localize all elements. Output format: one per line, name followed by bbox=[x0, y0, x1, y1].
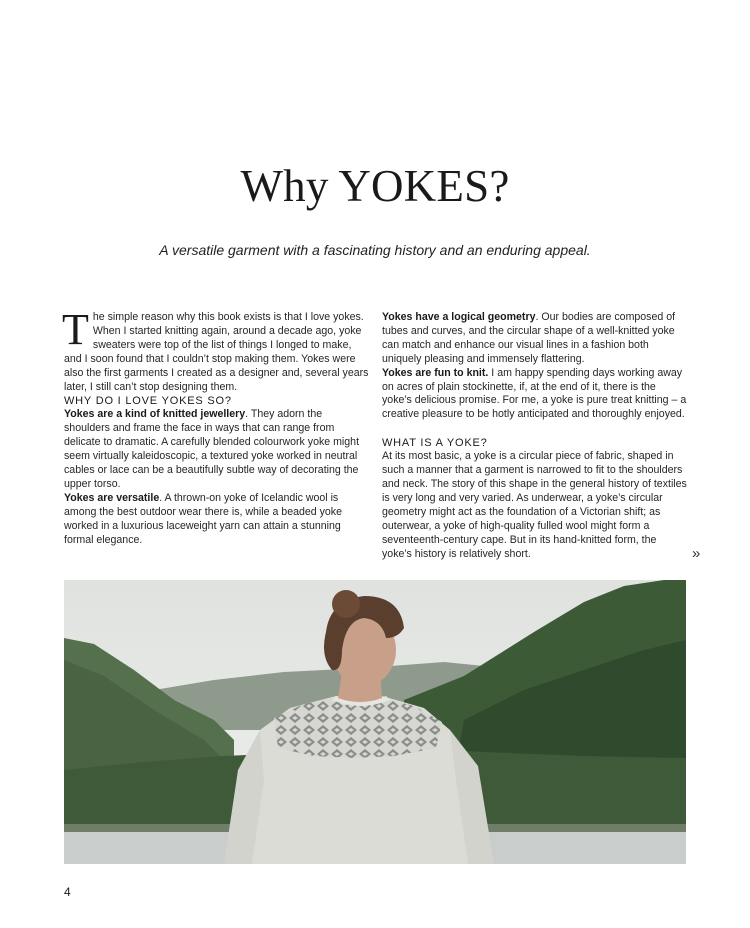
intro-text: he simple reason why this book exists is that I love yokes. When I started knitting again, around a decade ago, yoke sweaters were top of the list of things I longed to make, and I soon found that I couldn’t stop making them. Yokes were also the first garments I created as a designer and, several years later, I still can’t stop designing them. bbox=[64, 311, 369, 393]
hair-bun bbox=[332, 590, 360, 618]
lead-jewellery: Yokes are a kind of knitted jewellery bbox=[64, 408, 246, 421]
paragraph-fun bbox=[382, 367, 687, 423]
page-title: Why YOKES? bbox=[240, 161, 510, 211]
section-heading-what: WHAT IS A YOKE? bbox=[382, 437, 488, 450]
left-column bbox=[62, 305, 369, 548]
right-column bbox=[382, 311, 687, 562]
text-jewellery: . They adorn the shoulders and frame the face in ways that can range from delicate to dramatic. A carefully blended colourwork yoke might seem virtually kaleidoscopic, a textured yoke worked in neutral cables or lace can be a beautifully subtle way of decorating the upper torso. bbox=[64, 408, 360, 490]
drop-cap: T bbox=[62, 305, 89, 354]
text-fun: I am happy spending days working away on acres of plain stockinette, if, at the end of it, there is the yoke’s delicious promise. For me, a yoke is pure treat knitting – a creative pleasure to be hotly anticipated and thoroughly enjoyed. bbox=[382, 366, 687, 421]
lead-fun: Yokes are fun to knit. bbox=[382, 366, 489, 379]
yoke-sweater-photo bbox=[64, 580, 686, 864]
landscape-photo-illustration bbox=[64, 580, 686, 864]
paragraph-versatile bbox=[64, 492, 369, 548]
text-versatile: . A thrown-on yoke of Icelandic wool is among the best outdoor wear there is, while a beaded yoke worked in a luxurious laceweight yarn can attain a stunning formal elegance. bbox=[64, 491, 342, 546]
lead-versatile: Yokes are versatile bbox=[64, 491, 160, 504]
lead-geometry: Yokes have a logical geometry bbox=[382, 311, 536, 323]
page-subtitle: A versatile garment with a fascinating history and an enduring appeal. bbox=[159, 242, 591, 258]
intro-paragraph bbox=[62, 305, 369, 394]
page-number: 4 bbox=[64, 885, 71, 899]
paragraph-geometry bbox=[382, 311, 687, 367]
section-heading-why: WHY DO I LOVE YOKES SO? bbox=[64, 395, 232, 408]
paragraph-jewellery bbox=[64, 408, 369, 491]
continue-arrow-icon: » bbox=[692, 545, 701, 562]
paragraph-what-is: At its most basic, a yoke is a circular piece of fabric, shaped in such a manner that a garment is narrowed to fit to the shoulders and neck. The story of this shape in the general history of textiles is very long and very varied. As underwear, a yoke’s circular geometry might act as the foundation of a Victorian shift; as outerwear, a yoke of high-quality fulled wool might form a seventeenth-century cape. But in its hand-knitted form, the yoke’s history is relatively short. bbox=[382, 450, 687, 560]
text-geometry: . Our bodies are composed of tubes and curves, and the circular shape of a well-knitted yoke can match and enhance our visual lines in a fashion both uniquely pleasing and immensely flattering. bbox=[382, 311, 676, 365]
